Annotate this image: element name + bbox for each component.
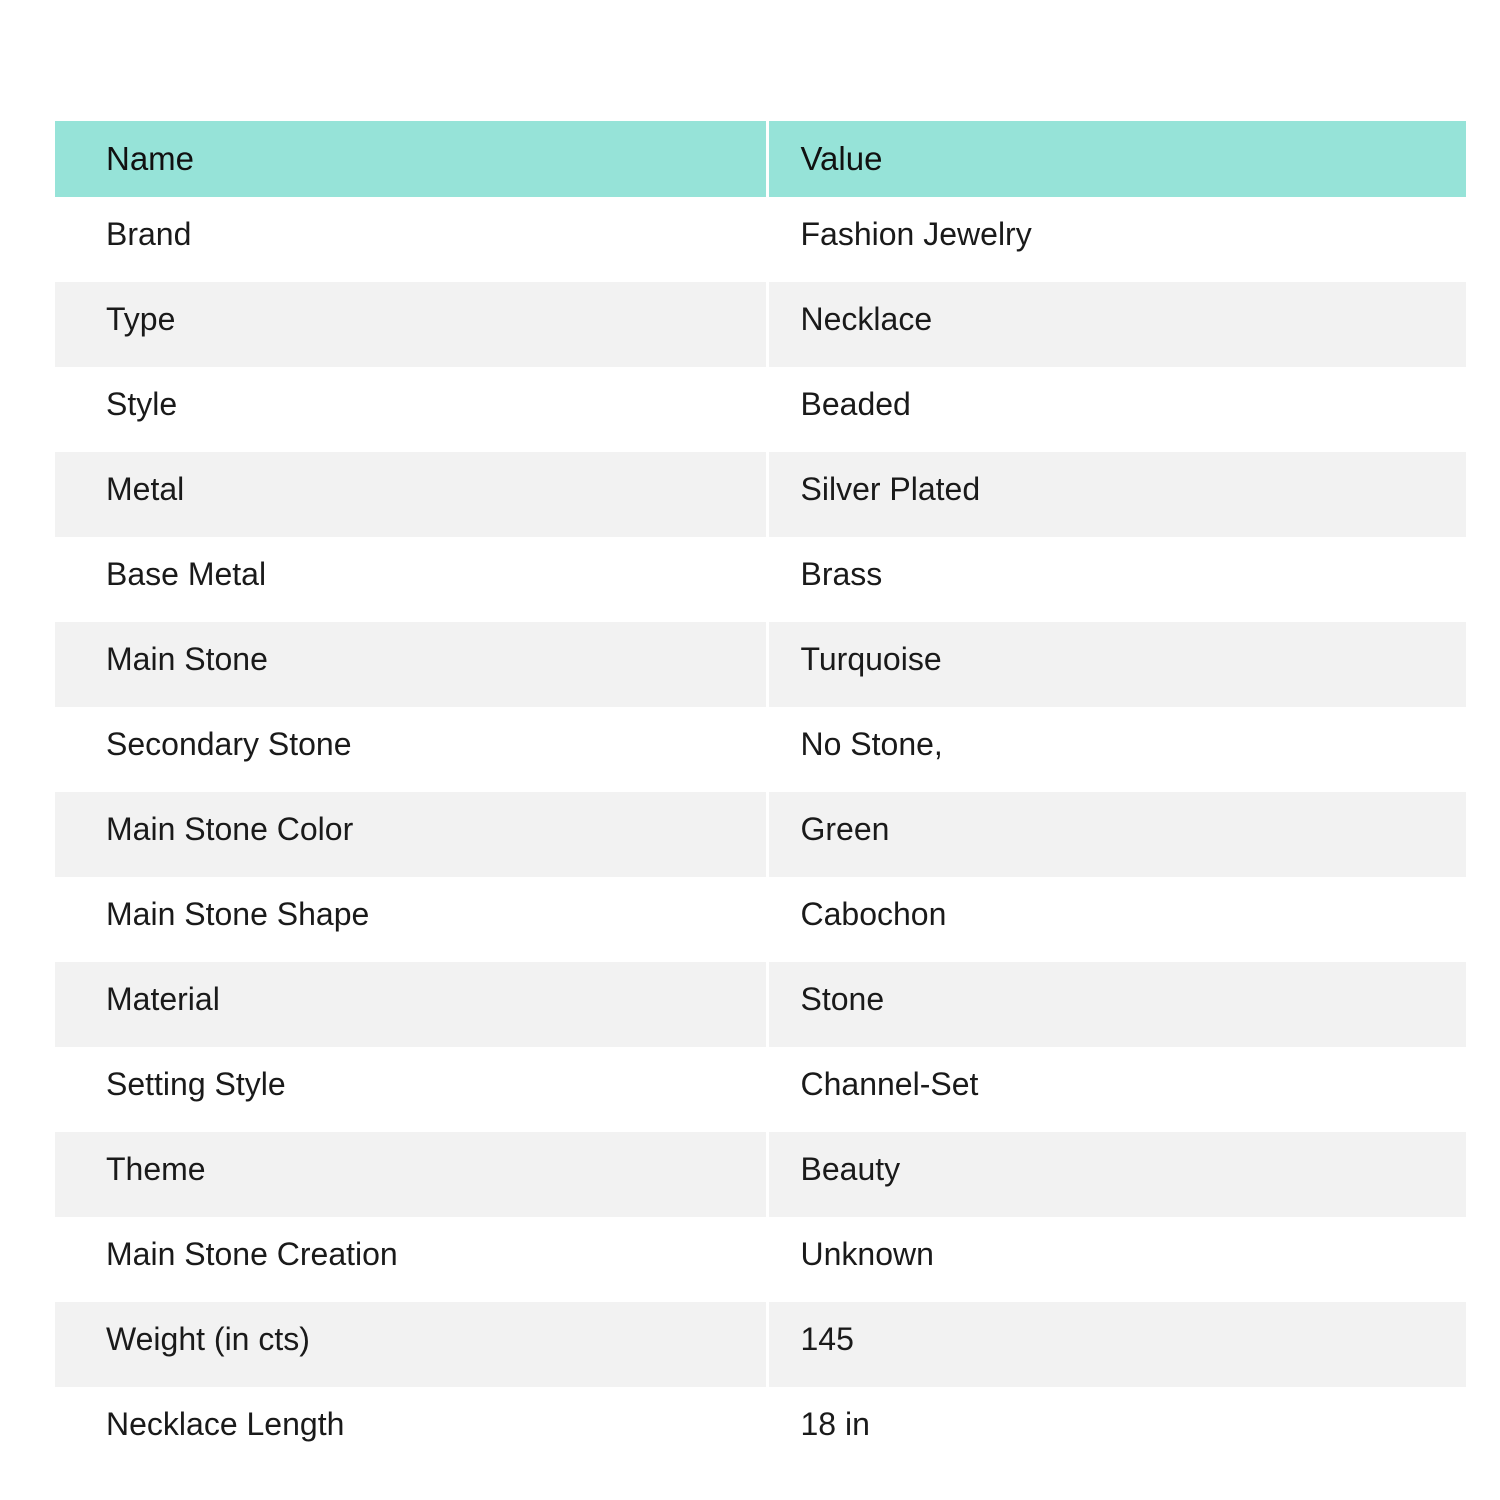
- table-row: [55, 1302, 1466, 1387]
- row-name-cell: Metal: [55, 452, 767, 537]
- table-row: [55, 877, 1466, 962]
- row-value-cell: Unknown: [800, 1236, 934, 1272]
- column-header-name: Name: [55, 121, 767, 197]
- table-row: [55, 792, 1466, 877]
- table-row: [55, 1217, 1466, 1302]
- row-value-cell: 18 in: [800, 1406, 870, 1442]
- table-header-row: [55, 121, 1466, 197]
- row-value-cell: No Stone,: [800, 726, 943, 762]
- row-value-cell: Beaded: [800, 386, 911, 422]
- table-row: [55, 962, 1466, 1047]
- row-name-cell: Style: [55, 367, 767, 452]
- row-value-cell: Silver Plated: [800, 471, 981, 507]
- row-name-cell: Main Stone: [55, 622, 767, 707]
- row-name-cell: Main Stone Creation: [55, 1217, 767, 1302]
- row-name-cell: Secondary Stone: [55, 707, 767, 792]
- row-value-cell: Fashion Jewelry: [800, 216, 1032, 252]
- table-row: [55, 707, 1466, 792]
- table-body: [55, 197, 1466, 1472]
- row-value-cell: Green: [800, 811, 890, 847]
- table-row: [55, 452, 1466, 537]
- row-name-cell: Setting Style: [55, 1047, 767, 1132]
- table-row: [55, 1387, 1466, 1472]
- table-row: [55, 537, 1466, 622]
- row-value-cell: Stone: [800, 981, 885, 1017]
- row-name-cell: Weight (in cts): [55, 1302, 767, 1387]
- row-value-cell: Turquoise: [800, 641, 942, 677]
- column-header-value: Value: [800, 140, 883, 177]
- table-row: [55, 1132, 1466, 1217]
- row-value-cell: Cabochon: [800, 896, 947, 932]
- row-name-cell: Material: [55, 962, 767, 1047]
- row-name-cell: Base Metal: [55, 537, 767, 622]
- table-row: [55, 1047, 1466, 1132]
- row-value-cell: Necklace: [800, 301, 933, 337]
- table-row: [55, 282, 1466, 367]
- row-name-cell: Brand: [55, 197, 767, 282]
- table-row: [55, 622, 1466, 707]
- specifications-table: [55, 121, 1466, 1472]
- row-value-cell: 145: [800, 1321, 854, 1357]
- row-value-cell: Beauty: [800, 1151, 901, 1187]
- row-name-cell: Main Stone Shape: [55, 877, 767, 962]
- table-row: [55, 197, 1466, 282]
- row-name-cell: Theme: [55, 1132, 767, 1217]
- row-name-cell: Necklace Length: [55, 1387, 767, 1472]
- row-name-cell: Type: [55, 282, 767, 367]
- row-name-cell: Main Stone Color: [55, 792, 767, 877]
- row-value-cell: Brass: [800, 556, 883, 592]
- table-row: [55, 367, 1466, 452]
- row-value-cell: Channel-Set: [800, 1066, 979, 1102]
